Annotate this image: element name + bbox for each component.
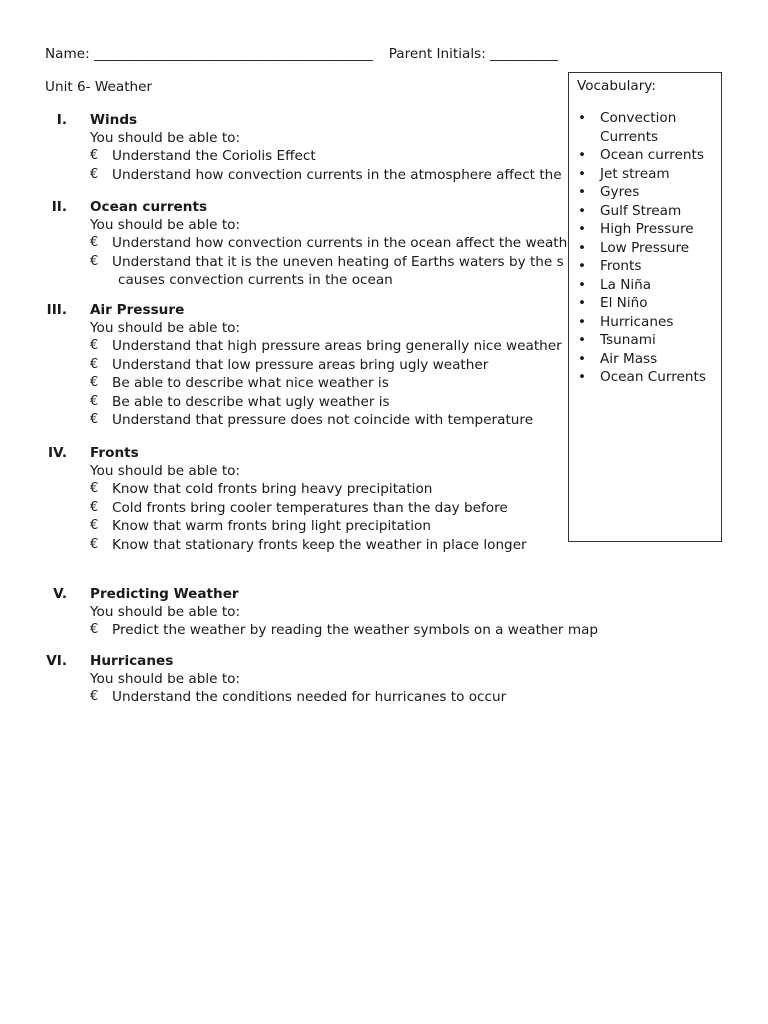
vocabulary-term: Ocean currents (600, 147, 704, 163)
section-heading: Fronts (90, 445, 139, 461)
objective-text: Know that cold fronts bring heavy precipitation (112, 481, 433, 497)
objective-text: Understand that high pressure areas bring generally nice weather (112, 338, 562, 354)
section-intro: You should be able to: (90, 320, 241, 336)
euro-bullet-icon: € (90, 253, 99, 269)
vocabulary-term: El Niño (600, 295, 648, 311)
vocabulary-item (569, 331, 715, 350)
bullet-icon: • (578, 202, 587, 219)
vocabulary-item (569, 257, 715, 276)
objective-text: Understand that it is the uneven heating of Earths waters by the s (112, 253, 564, 270)
bullet-icon: • (578, 165, 587, 182)
objective-text: Understand the Coriolis Effect (112, 148, 316, 164)
vocabulary-item (569, 183, 715, 202)
section-heading: Hurricanes (90, 653, 174, 669)
objective-text: Know that stationary fronts keep the weather in place longer (112, 536, 527, 553)
objective-text: Know that warm fronts bring light precipitation (112, 518, 431, 535)
bullet-icon: • (578, 350, 587, 367)
vocabulary-term: Hurricanes (600, 313, 674, 330)
bullet-icon: • (578, 258, 587, 274)
objective-text: Be able to describe what nice weather is (112, 375, 389, 392)
name-field-label: Name: _________________________________________ (45, 46, 373, 62)
vocabulary-term: Ocean Currents (600, 369, 706, 385)
section-heading: Winds (90, 112, 138, 128)
bullet-icon: • (578, 276, 587, 293)
vocabulary-term: Tsunami (600, 332, 656, 348)
bullet-icon: • (578, 313, 587, 330)
euro-bullet-icon: € (90, 536, 99, 552)
vocabulary-term: Air Mass (600, 350, 658, 367)
section-numeral: I. (56, 112, 67, 128)
vocabulary-term: Low Pressure (600, 239, 690, 256)
vocabulary-term: La Niña (600, 276, 652, 293)
vocabulary-term: Jet stream (600, 165, 670, 182)
euro-bullet-icon: € (90, 148, 99, 163)
vocabulary-list (569, 109, 715, 387)
vocabulary-title: Vocabulary: (577, 78, 656, 94)
objective-text-continuation: causes convection currents in the ocean (118, 272, 393, 289)
vocabulary-term: Gyres (600, 184, 640, 200)
vocabulary-term: Fronts (600, 258, 642, 274)
bullet-icon: • (578, 239, 587, 256)
section-numeral: V. (53, 586, 67, 602)
euro-bullet-icon: € (90, 375, 99, 391)
euro-bullet-icon: € (90, 338, 99, 353)
vocabulary-item (569, 350, 715, 369)
bullet-icon: • (578, 369, 587, 385)
section-content (90, 585, 766, 640)
euro-bullet-icon: € (90, 356, 99, 372)
section-numeral: IV. (48, 445, 67, 461)
section-intro: You should be able to: (90, 217, 241, 233)
vocabulary-item (569, 146, 715, 165)
bullet-icon: • (578, 110, 587, 126)
euro-bullet-icon: € (90, 412, 99, 428)
vocabulary-item (569, 313, 715, 332)
section-intro: You should be able to: (90, 130, 241, 146)
unit-title: Unit 6- Weather (45, 79, 153, 95)
objective-text: Understand that pressure does not coincide with temperature (112, 412, 534, 429)
vocabulary-item (569, 165, 715, 184)
vocabulary-item (569, 276, 715, 295)
vocabulary-box (568, 72, 722, 542)
vocabulary-term: Convection Currents (600, 110, 677, 145)
section-heading: Air Pressure (90, 302, 185, 318)
objective-text: Understand how convection currents in the atmosphere affect the (112, 166, 562, 183)
euro-bullet-icon: € (90, 393, 99, 409)
objective-item (90, 688, 766, 707)
objective-text: Understand the conditions needed for hurricanes to occur (112, 689, 507, 705)
section-intro: You should be able to: (90, 604, 241, 620)
bullet-icon: • (578, 332, 587, 348)
bullet-icon: • (578, 221, 587, 237)
vocabulary-item (569, 202, 715, 221)
section-intro: You should be able to: (90, 671, 241, 687)
section-intro: You should be able to: (90, 463, 241, 479)
vocabulary-term: Gulf Stream (600, 202, 682, 219)
section-numeral: II. (51, 199, 67, 215)
section-content (90, 652, 766, 707)
bullet-icon: • (578, 147, 587, 163)
objective-item (90, 621, 766, 640)
vocabulary-item (569, 220, 715, 239)
objective-text: Predict the weather by reading the weather symbols on a weather map (112, 622, 599, 638)
parent-initials-label: Parent Initials: __________ (388, 46, 559, 62)
objective-text: Understand how convection currents in the ocean affect the weath (112, 235, 568, 251)
objective-text: Be able to describe what ugly weather is (112, 393, 390, 410)
euro-bullet-icon: € (90, 518, 99, 534)
section-heading: Predicting Weather (90, 586, 239, 602)
objective-text: Understand that low pressure areas bring ugly weather (112, 356, 489, 373)
euro-bullet-icon: € (90, 166, 99, 182)
section-numeral: VI. (46, 653, 67, 669)
section-heading: Ocean currents (90, 199, 208, 215)
header-line (45, 45, 558, 63)
vocabulary-item (569, 368, 715, 387)
section-numeral: III. (46, 302, 67, 318)
euro-bullet-icon: € (90, 499, 99, 515)
euro-bullet-icon: € (90, 689, 99, 704)
bullet-icon: • (578, 184, 587, 200)
objective-text: Cold fronts bring cooler temperatures than the day before (112, 499, 508, 516)
euro-bullet-icon: € (90, 622, 99, 637)
bullet-icon: • (578, 295, 587, 311)
vocabulary-item (569, 109, 715, 146)
vocabulary-term: High Pressure (600, 221, 694, 237)
vocabulary-item (569, 239, 715, 258)
euro-bullet-icon: € (90, 481, 99, 496)
vocabulary-item (569, 294, 715, 313)
euro-bullet-icon: € (90, 235, 99, 250)
